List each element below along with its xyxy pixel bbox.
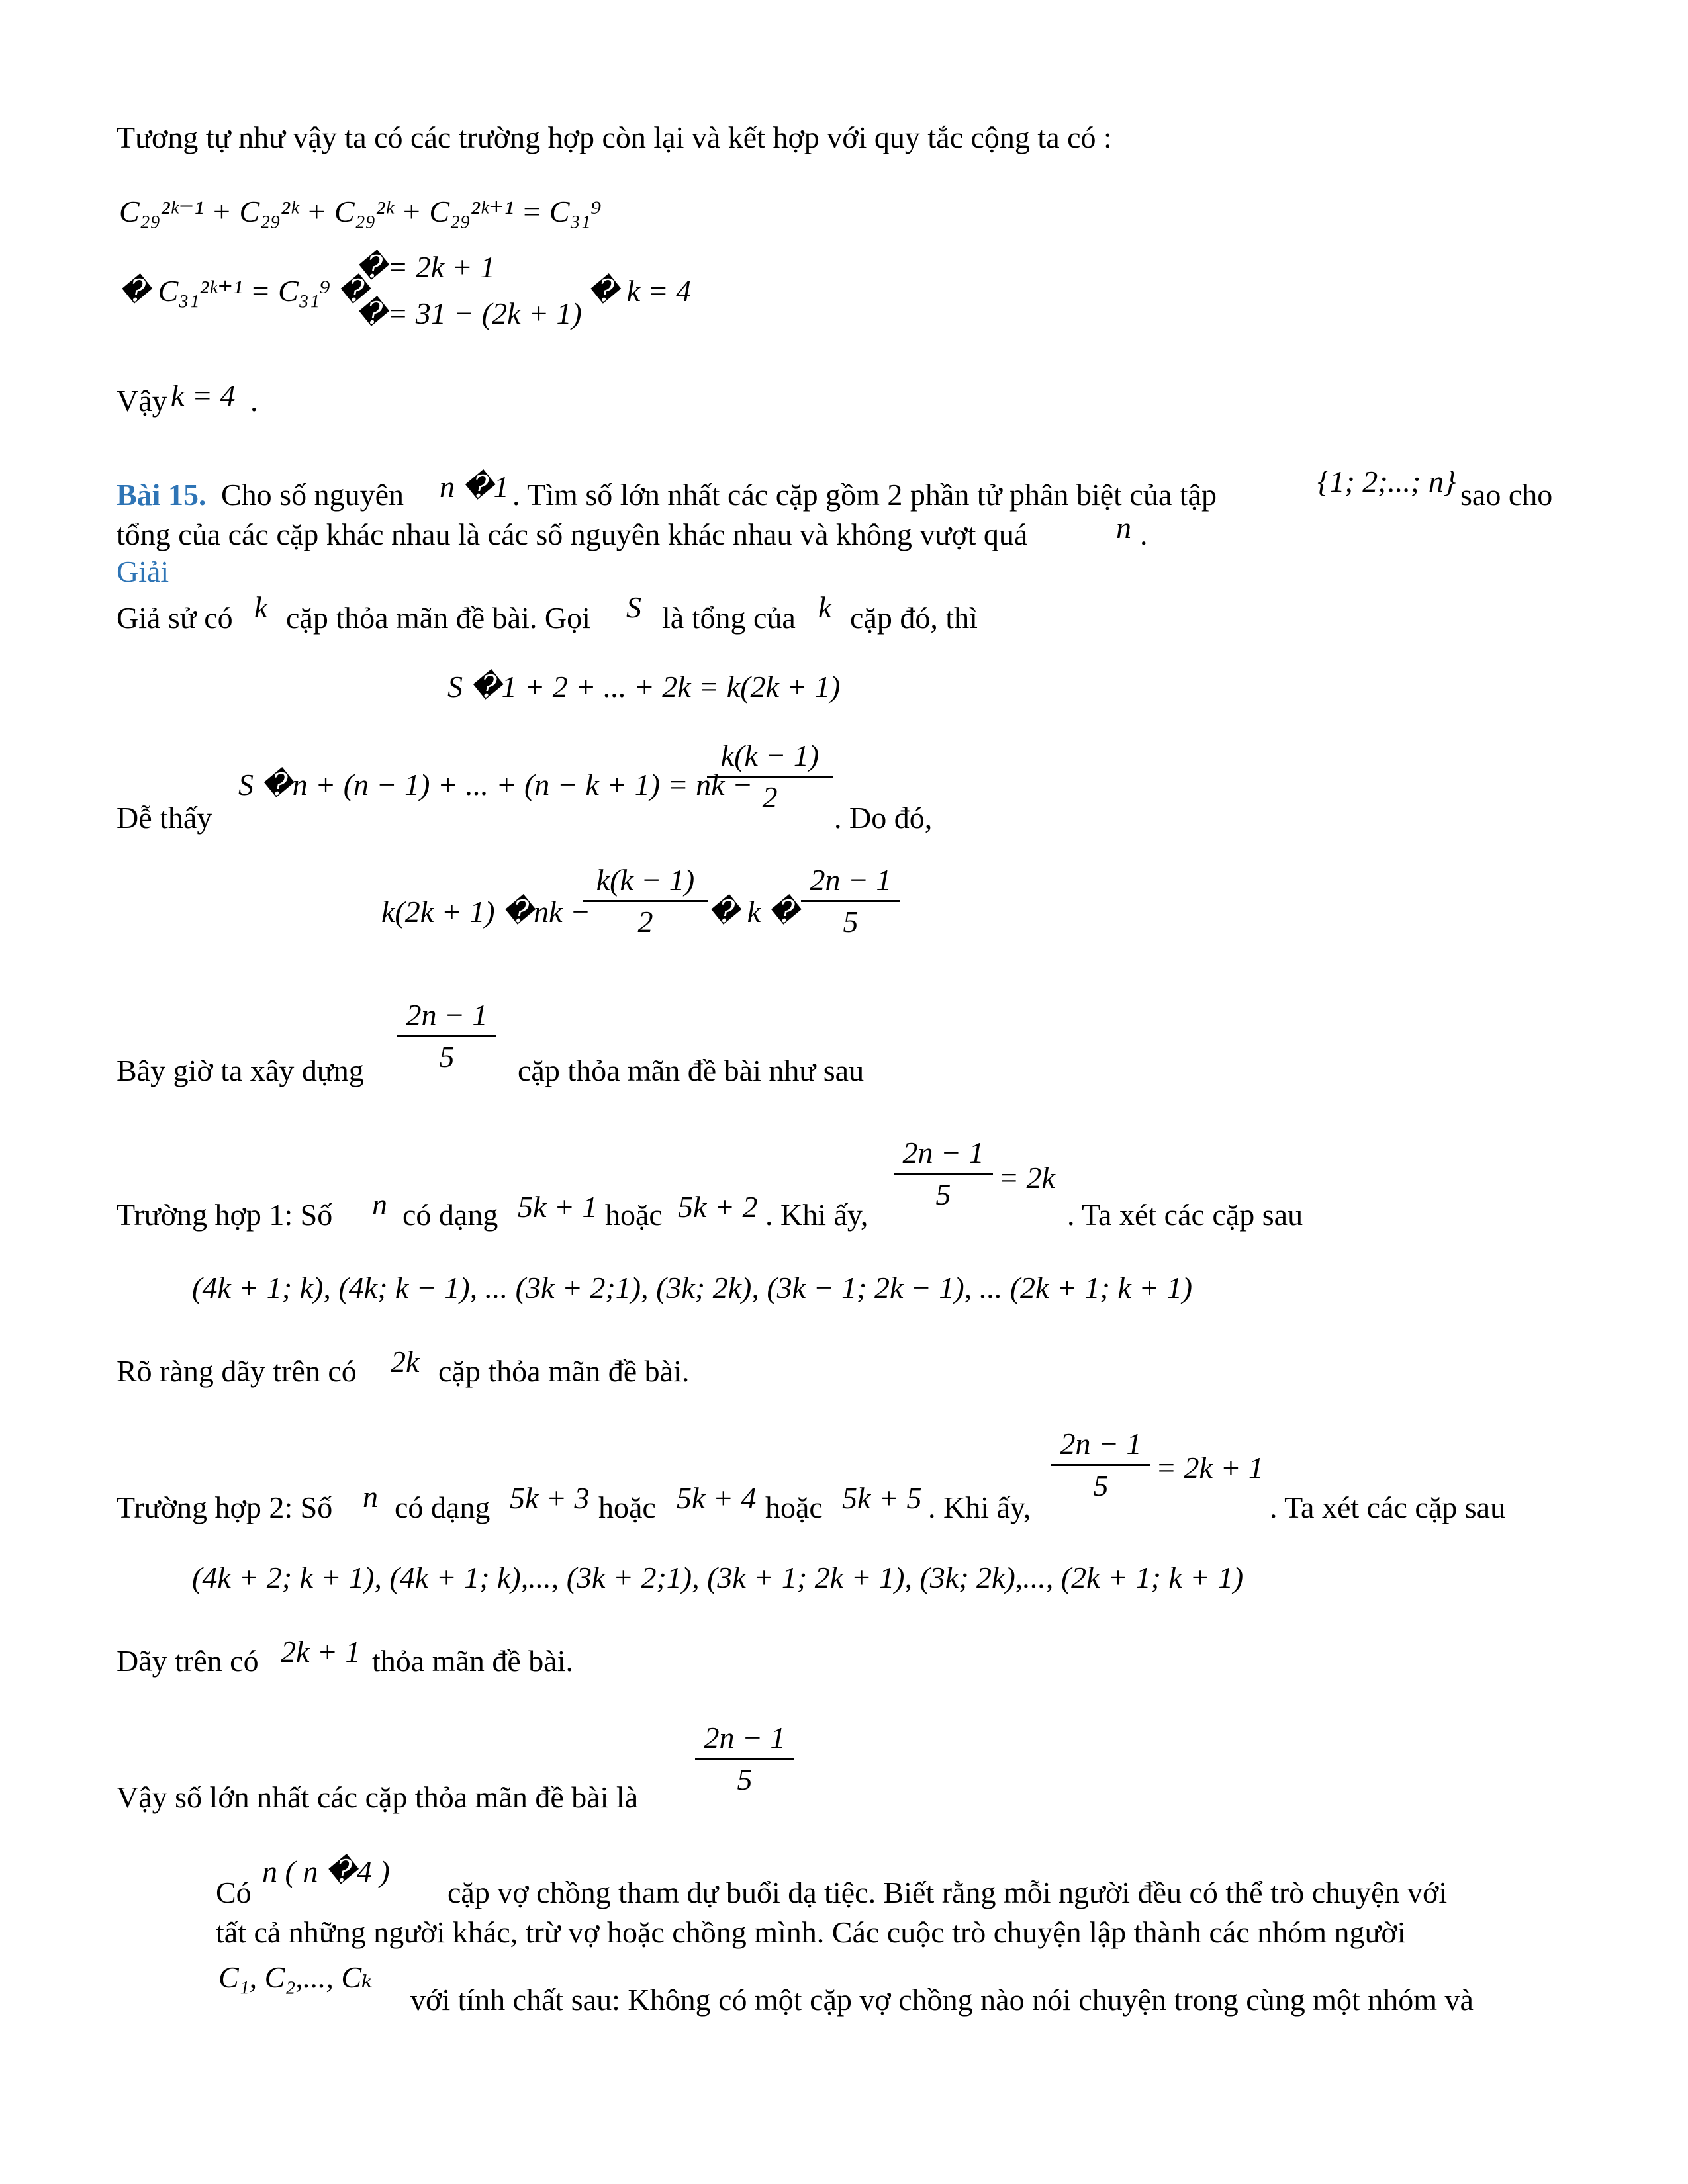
k-bound: � k � bbox=[708, 895, 800, 929]
case2-or1: hoặc bbox=[598, 1490, 656, 1524]
case1-text-c: . Khi ấy, bbox=[765, 1198, 868, 1232]
case2-text-c: . Khi ấy, bbox=[928, 1490, 1031, 1524]
next-problem-line2: tất cả những người khác, trừ vợ hoặc chồng mình. Các cuộc trò chuyện lập thành các nhóm người bbox=[216, 1915, 1406, 1949]
fraction-denominator: 5 bbox=[843, 905, 859, 938]
combination-equality: � C₃₁²ᵏ⁺¹ = C₃₁⁹ � bbox=[119, 274, 369, 308]
fraction-bar bbox=[583, 900, 708, 902]
case2-text-b: có dạng bbox=[395, 1490, 491, 1524]
case2-fraction bbox=[1051, 1427, 1150, 1503]
intro-line: Tương tự như vậy ta có các trường hợp còn lại và kết hợp với quy tắc cộng ta có : bbox=[117, 120, 1112, 154]
problem-label: Bài 15. bbox=[117, 478, 207, 512]
fraction-numerator: 2n − 1 bbox=[406, 998, 488, 1032]
fraction-bar bbox=[695, 1758, 794, 1760]
combined-inequality: k(2k + 1) �nk − bbox=[381, 895, 591, 929]
case1-conclusion-math: 2k bbox=[391, 1345, 420, 1379]
fraction-denominator: 2 bbox=[637, 905, 653, 938]
inequality-upper: S �n + (n − 1) + ... + (n − k + 1) = nk − bbox=[238, 768, 753, 801]
assume-S: S bbox=[626, 590, 641, 624]
case1-n: n bbox=[372, 1187, 387, 1221]
easy-label: Dễ thấy bbox=[117, 801, 212, 835]
next-problem-co: Có bbox=[216, 1876, 252, 1909]
problem-text-b: . Tìm số lớn nhất các cặp gồm 2 phần tử phân biệt của tập bbox=[512, 478, 1217, 512]
assume-text-c: là tổng của bbox=[662, 601, 796, 635]
fraction-denominator: 2 bbox=[762, 780, 778, 814]
case1-conclusion-b: cặp thỏa mãn đề bài. bbox=[438, 1354, 690, 1388]
fraction-numerator: k(k − 1) bbox=[720, 739, 820, 772]
case2-conclusion-math: 2k + 1 bbox=[281, 1635, 361, 1668]
case2-text-a: Trường hợp 2: Số bbox=[117, 1490, 333, 1524]
fraction-numerator: 2n − 1 bbox=[810, 863, 892, 897]
next-problem-n-condition: n ( n �4 ) bbox=[262, 1854, 390, 1888]
next-problem-line1: cặp vợ chồng tham dự buổi dạ tiệc. Biết rằng mỗi người đều có thể trò chuyện với bbox=[447, 1876, 1448, 1909]
case2-pairs: (4k + 2; k + 1), (4k + 1; k),..., (3k + 2;1), (3k + 1; 2k + 1), (3k; 2k),..., (2k + 1; k + 1) bbox=[192, 1561, 1244, 1594]
build-label: Bây giờ ta xây dựng bbox=[117, 1054, 364, 1087]
fraction-denominator: 5 bbox=[935, 1177, 951, 1211]
fraction-k-k-minus-1-b bbox=[583, 863, 708, 939]
problem-text-c: sao cho bbox=[1460, 478, 1553, 512]
case1-text-d: . Ta xét các cặp sau bbox=[1067, 1198, 1303, 1232]
assume-text-a: Giả sử có bbox=[117, 601, 233, 635]
case1-form1: 5k + 1 bbox=[518, 1190, 598, 1224]
problem-line2: tổng của các cặp khác nhau là các số nguyên khác nhau và không vượt quá bbox=[117, 518, 1028, 551]
case1-text-b: có dạng bbox=[402, 1198, 498, 1232]
case2-form3: 5k + 5 bbox=[842, 1481, 922, 1515]
case1-pairs: (4k + 1; k), (4k; k − 1), ... (3k + 2;1), (3k; 2k), (3k − 1; 2k − 1), ... (2k + 1; k + 1) bbox=[192, 1271, 1193, 1304]
final-fraction bbox=[695, 1721, 794, 1797]
inequality-lower: S �1 + 2 + ... + 2k = k(2k + 1) bbox=[447, 670, 841, 704]
case1-or: hoặc bbox=[605, 1198, 663, 1232]
fraction-bar bbox=[1051, 1464, 1150, 1466]
problem-line2-end: . bbox=[1140, 518, 1148, 551]
combination-sum-equation: C₂₉²ᵏ⁻¹ + C₂₉²ᵏ + C₂₉²ᵏ + C₂₉²ᵏ⁺¹ = C₃₁⁹ bbox=[119, 195, 602, 228]
solution-heading: Giải bbox=[117, 555, 169, 588]
fraction-denominator: 5 bbox=[1093, 1469, 1109, 1502]
conclusion-end: . bbox=[250, 384, 258, 418]
case2-n: n bbox=[363, 1480, 378, 1514]
case2-conclusion-a: Dãy trên có bbox=[117, 1644, 259, 1678]
case-top: �= 2k + 1 bbox=[356, 250, 496, 284]
k-equals-4: � k = 4 bbox=[588, 274, 692, 308]
build-end: cặp thỏa mãn đề bài như sau bbox=[518, 1054, 865, 1087]
conclusion-label: Vậy bbox=[117, 384, 167, 418]
next-problem-line3: với tính chất sau: Không có một cặp vợ chồng nào nói chuyện trong cùng một nhóm và bbox=[410, 1983, 1474, 2017]
fraction-bar bbox=[801, 900, 900, 902]
fraction-numerator: k(k − 1) bbox=[596, 863, 695, 897]
case1-text-a: Trường hợp 1: Số bbox=[117, 1198, 333, 1232]
group-notation: C₁, C₂,..., Cₖ bbox=[218, 1960, 373, 1994]
case1-fraction bbox=[894, 1136, 993, 1212]
fraction-bar bbox=[397, 1035, 496, 1037]
n-condition: n �1 bbox=[440, 470, 509, 504]
fraction-k-k-minus-1 bbox=[707, 739, 833, 815]
case1-eq: = 2k bbox=[998, 1161, 1055, 1195]
fraction-bar bbox=[894, 1173, 993, 1175]
case-bottom: �= 31 − (2k + 1) bbox=[356, 296, 582, 330]
fraction-denominator: 5 bbox=[737, 1762, 753, 1796]
fraction-numerator: 2n − 1 bbox=[1060, 1427, 1142, 1461]
assume-k2: k bbox=[818, 590, 832, 624]
case2-conclusion-b: thỏa mãn đề bài. bbox=[372, 1644, 574, 1678]
case2-form1: 5k + 3 bbox=[510, 1481, 590, 1515]
case2-form2: 5k + 4 bbox=[677, 1481, 757, 1515]
fraction-numerator: 2n − 1 bbox=[902, 1136, 984, 1169]
problem-text-a: Cho số nguyên bbox=[221, 478, 404, 512]
fraction-numerator: 2n − 1 bbox=[704, 1721, 786, 1754]
case1-form2: 5k + 2 bbox=[678, 1190, 758, 1224]
inequality-upper-end: . Do đó, bbox=[834, 801, 933, 835]
assume-k1: k bbox=[254, 590, 268, 624]
conclusion-math: k = 4 bbox=[171, 379, 236, 412]
final-answer-text: Vậy số lớn nhất các cặp thỏa mãn đề bài là bbox=[117, 1780, 639, 1814]
case2-or2: hoặc bbox=[765, 1490, 823, 1524]
fraction-bar bbox=[707, 776, 833, 778]
set-notation: {1; 2;...; n} bbox=[1317, 465, 1456, 498]
case2-eq: = 2k + 1 bbox=[1156, 1451, 1264, 1484]
problem-line2-n: n bbox=[1116, 511, 1131, 545]
case1-conclusion-a: Rõ ràng dãy trên có bbox=[117, 1354, 357, 1388]
build-fraction bbox=[397, 998, 496, 1074]
case2-text-d: . Ta xét các cặp sau bbox=[1270, 1490, 1506, 1524]
fraction-denominator: 5 bbox=[439, 1040, 455, 1073]
assume-text-d: cặp đó, thì bbox=[850, 601, 978, 635]
assume-text-b: cặp thỏa mãn đề bài. Gọi bbox=[286, 601, 590, 635]
floor-fraction bbox=[801, 863, 900, 939]
